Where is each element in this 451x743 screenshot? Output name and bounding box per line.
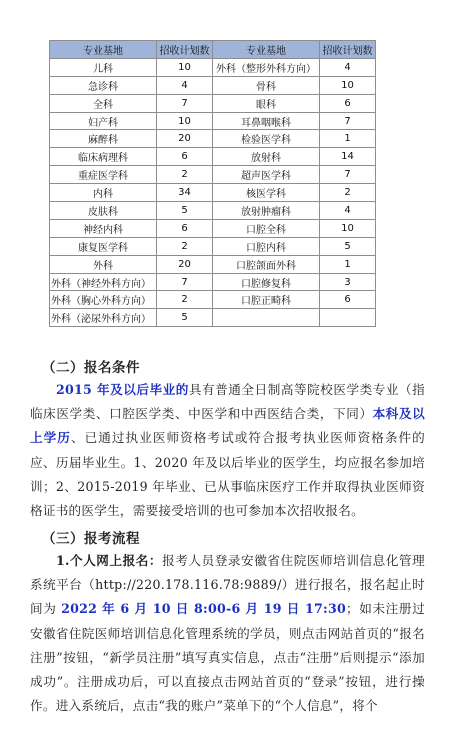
- header-quota: 招收计划数: [320, 41, 376, 59]
- table-cell-quota: 10: [320, 76, 376, 94]
- table-cell-base: 康复医学科: [50, 237, 157, 255]
- table-cell-quota: 4: [320, 202, 376, 220]
- table-row: [50, 291, 376, 309]
- table-cell-quota: 2: [157, 166, 213, 184]
- table-cell-base: 口腔颌面外科: [213, 255, 320, 273]
- process-paragraph: [30, 549, 425, 718]
- table-cell-quota: 6: [320, 94, 376, 112]
- table-cell-base: 儿科: [50, 58, 157, 76]
- table-cell-base: 放射肿瘤科: [213, 202, 320, 220]
- table-cell-base: 妇产科: [50, 112, 157, 130]
- table-cell-quota: 6: [157, 148, 213, 166]
- conditions-text: 具有普通全日制高等院校医学类专业（指临床医学类、口腔医学类、中医学和中西医结合类，下同）: [30, 382, 426, 422]
- table-cell-quota: 7: [320, 166, 376, 184]
- table-cell-base: 外科（神经外科方向）: [50, 273, 157, 291]
- table-cell-base: [213, 309, 320, 327]
- table-cell-base: 放射科: [213, 148, 320, 166]
- header-quota: 招收计划数: [157, 41, 213, 59]
- table-cell-base: 外科（泌尿外科方向）: [50, 309, 157, 327]
- table-cell-base: 眼科: [213, 94, 320, 112]
- table-cell-quota: 6: [320, 291, 376, 309]
- table-row: [50, 309, 376, 327]
- quota-table: [49, 40, 376, 327]
- table-cell-quota: 14: [320, 148, 376, 166]
- table-cell-base: 外科（整形外科方向）: [213, 58, 320, 76]
- table-cell-base: 内科: [50, 184, 157, 202]
- table-row: [50, 202, 376, 220]
- table-cell-quota: 4: [320, 58, 376, 76]
- step-title: 1.个人网上报名：: [56, 553, 163, 568]
- table-row: [50, 237, 376, 255]
- table-header-row: [50, 41, 376, 59]
- table-cell-base: 口腔全科: [213, 219, 320, 237]
- table-row: [50, 255, 376, 273]
- table-cell-base: 口腔修复科: [213, 273, 320, 291]
- table-cell-quota: 7: [157, 273, 213, 291]
- table-cell-quota: 6: [157, 219, 213, 237]
- table-cell-quota: [320, 309, 376, 327]
- conditions-text-2: 、已通过执业医师资格考试或符合报考执业医师资格条件的应、历届毕业生。1、2020 年及以后毕业的医学生，均应报名参加培训；2、2015-2019 年毕业、已从事临床医疗工作并取得执业医师资格证书的医学生，需要接受培训的也可参加本次招收报名。: [30, 430, 426, 519]
- table-cell-base: 临床病理科: [50, 148, 157, 166]
- registration-period-highlight: 2022 年 6 月 10 日 8:00-6 月 19 日 17:30: [61, 601, 346, 617]
- table-cell-base: 急诊科: [50, 76, 157, 94]
- table-cell-base: 重症医学科: [50, 166, 157, 184]
- table-cell-quota: 3: [320, 273, 376, 291]
- table-row: [50, 166, 376, 184]
- table-cell-base: 外科（胸心外科方向）: [50, 291, 157, 309]
- table-cell-base: 口腔正畸科: [213, 291, 320, 309]
- table-cell-base: 核医学科: [213, 184, 320, 202]
- table-cell-quota: 7: [157, 94, 213, 112]
- section-heading-process: （三）报考流程: [42, 531, 140, 547]
- table-cell-base: 全科: [50, 94, 157, 112]
- table-cell-base: 耳鼻咽喉科: [213, 112, 320, 130]
- table-row: [50, 58, 376, 76]
- table-cell-base: 皮肤科: [50, 202, 157, 220]
- table-cell-quota: 2: [320, 184, 376, 202]
- table-cell-quota: 2: [157, 291, 213, 309]
- table-cell-quota: 1: [320, 255, 376, 273]
- table-cell-quota: 4: [157, 76, 213, 94]
- conditions-paragraph: [30, 378, 425, 523]
- process-text-2: ；如未注册过安徽省住院医师培训信息化管理系统的学员，则点击网站首页的“报名注册”按钮，“新学员注册”填写真实信息，点击“注册”后则提示“添加成功”。注册成功后，可以直接点击网站首页的“登录”按钮，进行操作。进入系统后，点击“我的账户”菜单下的“个人信息”，将个: [30, 601, 425, 714]
- degree-highlight: 本科及以上学历: [30, 406, 426, 446]
- table-row: [50, 94, 376, 112]
- table-cell-quota: 2: [157, 237, 213, 255]
- table-cell-quota: 10: [157, 112, 213, 130]
- table-cell-base: 麻醉科: [50, 130, 157, 148]
- table-cell-quota: 10: [320, 219, 376, 237]
- table-cell-base: 神经内科: [50, 219, 157, 237]
- table-cell-quota: 5: [157, 202, 213, 220]
- table-row: [50, 184, 376, 202]
- table-row: [50, 273, 376, 291]
- table-cell-base: 口腔内科: [213, 237, 320, 255]
- table-row: [50, 219, 376, 237]
- header-base: 专业基地: [50, 41, 157, 59]
- graduation-year-highlight: 2015 年及以后毕业的: [56, 382, 189, 397]
- table-cell-base: 超声医学科: [213, 166, 320, 184]
- table-cell-quota: 5: [320, 237, 376, 255]
- header-base: 专业基地: [213, 41, 320, 59]
- table-cell-quota: 20: [157, 255, 213, 273]
- table-cell-quota: 5: [157, 309, 213, 327]
- table-row: [50, 112, 376, 130]
- table-row: [50, 130, 376, 148]
- table-cell-base: 检验医学科: [213, 130, 320, 148]
- table-cell-base: 骨科: [213, 76, 320, 94]
- table-cell-quota: 10: [157, 58, 213, 76]
- process-text: 报考人员登录安徽省住院医师培训信息化管理系统平台（http://220.178.116.78:9889/）进行报名，报名起止时间为: [30, 553, 425, 617]
- table-cell-quota: 20: [157, 130, 213, 148]
- table-cell-base: 外科: [50, 255, 157, 273]
- table-row: [50, 76, 376, 94]
- table-cell-quota: 1: [320, 130, 376, 148]
- table-cell-quota: 34: [157, 184, 213, 202]
- table-cell-quota: 7: [320, 112, 376, 130]
- section-heading-conditions: （二）报名条件: [42, 360, 140, 376]
- table-row: [50, 148, 376, 166]
